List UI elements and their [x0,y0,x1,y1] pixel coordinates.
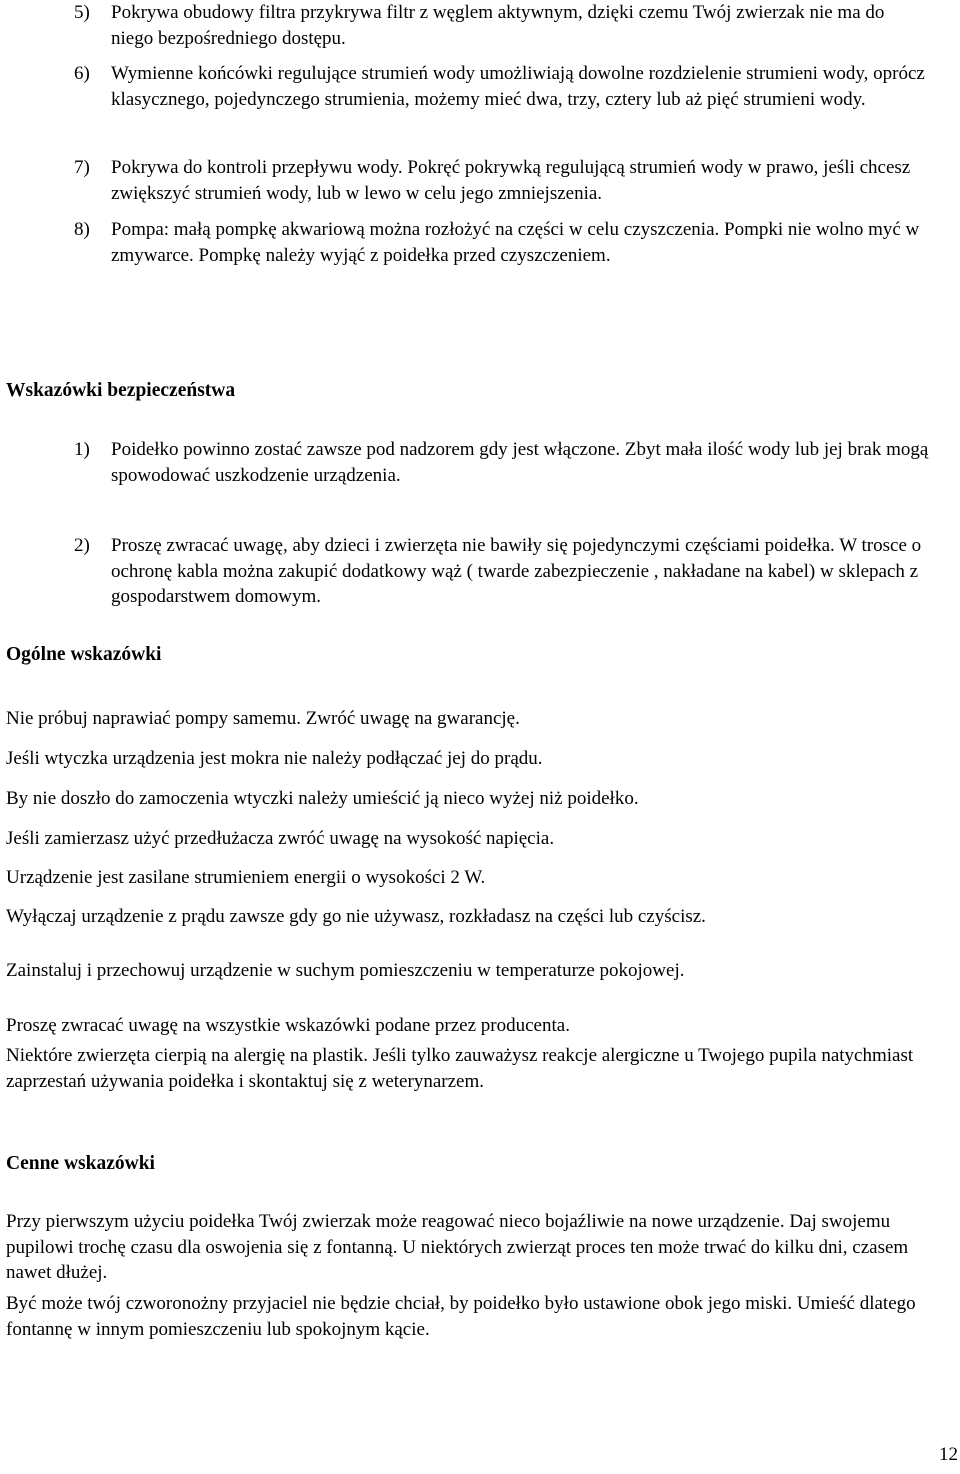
valuable-paragraph: Przy pierwszym użyciu poidełka Twój zwierzak może reagować nieco bojaźliwie na nowe urządzenie. Daj swojemu pupilowi trochę czasu dla oswojenia się z fontanną. U niektórych zwierząt proces ten może trwać do kilku dni, czasem nawet dłużej. [6,1211,909,1283]
section-heading-safety: Wskazówki bezpieczeństwa [6,380,236,401]
general-paragraph: Urządzenie jest zasilane strumieniem energii o wysokości 2 W. [6,867,486,888]
general-paragraph: Proszę zwracać uwagę na wszystkie wskazówki podane przez producenta. [6,1015,570,1036]
page-number: 12 [939,1444,958,1465]
general-paragraph: Nie próbuj naprawiać pompy samemu. Zwróć uwagę na gwarancję. [6,708,520,729]
valuable-paragraph: Być może twój czworonożny przyjaciel nie będzie chciał, by poidełko było ustawione obok jego miski. Umieść dlatego fontannę w innym pomieszczeniu lub spokojnym kącie. [6,1293,916,1340]
list-number: 7) [74,157,90,178]
general-paragraph: Jeśli wtyczka urządzenia jest mokra nie należy podłączać jej do prądu. [6,748,543,769]
safety-item-2 [74,533,930,610]
list-number: 6) [74,63,90,84]
list-number: 2) [74,535,90,556]
list-item-7 [74,155,930,206]
section-heading-general: Ogólne wskazówki [6,644,162,665]
list-text: Proszę zwracać uwagę, aby dzieci i zwierzęta nie bawiły się pojedynczymi częściami poidełka. W trosce o ochronę kabla można zakupić dodatkowy wąż ( twarde zabezpieczenie , nakładane na kabel) w sklepach z gospodarstwem domowym. [111,535,922,607]
list-text: Poidełko powinno zostać zawsze pod nadzorem gdy jest włączone. Zbyt mała ilość wody lub jej brak mogą spowodować uszkodzenie urządzenia. [111,439,929,486]
list-number: 1) [74,439,90,460]
list-item-5 [74,0,930,51]
list-number: 5) [74,2,90,23]
section-heading-valuable: Cenne wskazówki [6,1153,155,1174]
list-number: 8) [74,219,90,240]
general-paragraph: Jeśli zamierzasz użyć przedłużacza zwróć uwagę na wysokość napięcia. [6,828,555,849]
list-text: Pompa: małą pompkę akwariową można rozłożyć na części w celu czyszczenia. Pompki nie wolno myć w zmywarce. Pompkę należy wyjąć z poidełka przed czyszczeniem. [111,219,920,266]
list-item-8 [74,217,930,268]
general-paragraph: Niektóre zwierzęta cierpią na alergię na plastik. Jeśli tylko zauważysz reakcje alergiczne u Twojego pupila natychmiast zaprzestań używania poidełka i skontaktuj się z weterynarzem. [6,1045,914,1092]
safety-item-1 [74,437,930,488]
list-text: Pokrywa obudowy filtra przykrywa filtr z węglem aktywnym, dzięki czemu Twój zwierzak nie ma do niego bezpośredniego dostępu. [111,2,885,49]
general-paragraph: By nie doszło do zamoczenia wtyczki należy umieścić ją nieco wyżej niż poidełko. [6,788,639,809]
list-text: Wymienne końcówki regulujące strumień wody umożliwiają dowolne rozdzielenie strumieni wody, oprócz klasycznego, pojedynczego strumienia, możemy mieć dwa, trzy, cztery lub aż pięć strumieni wody. [111,63,925,110]
list-text: Pokrywa do kontroli przepływu wody. Pokręć pokrywką regulującą strumień wody w prawo, jeśli chcesz zwiększyć strumień wody, lub w lewo w celu jego zmniejszenia. [111,157,911,204]
general-paragraph: Zainstaluj i przechowuj urządzenie w suchym pomieszczeniu w temperaturze pokojowej. [6,960,685,981]
list-item-6 [74,61,930,112]
general-paragraph: Wyłączaj urządzenie z prądu zawsze gdy go nie używasz, rozkładasz na części lub czyścisz. [6,906,706,927]
